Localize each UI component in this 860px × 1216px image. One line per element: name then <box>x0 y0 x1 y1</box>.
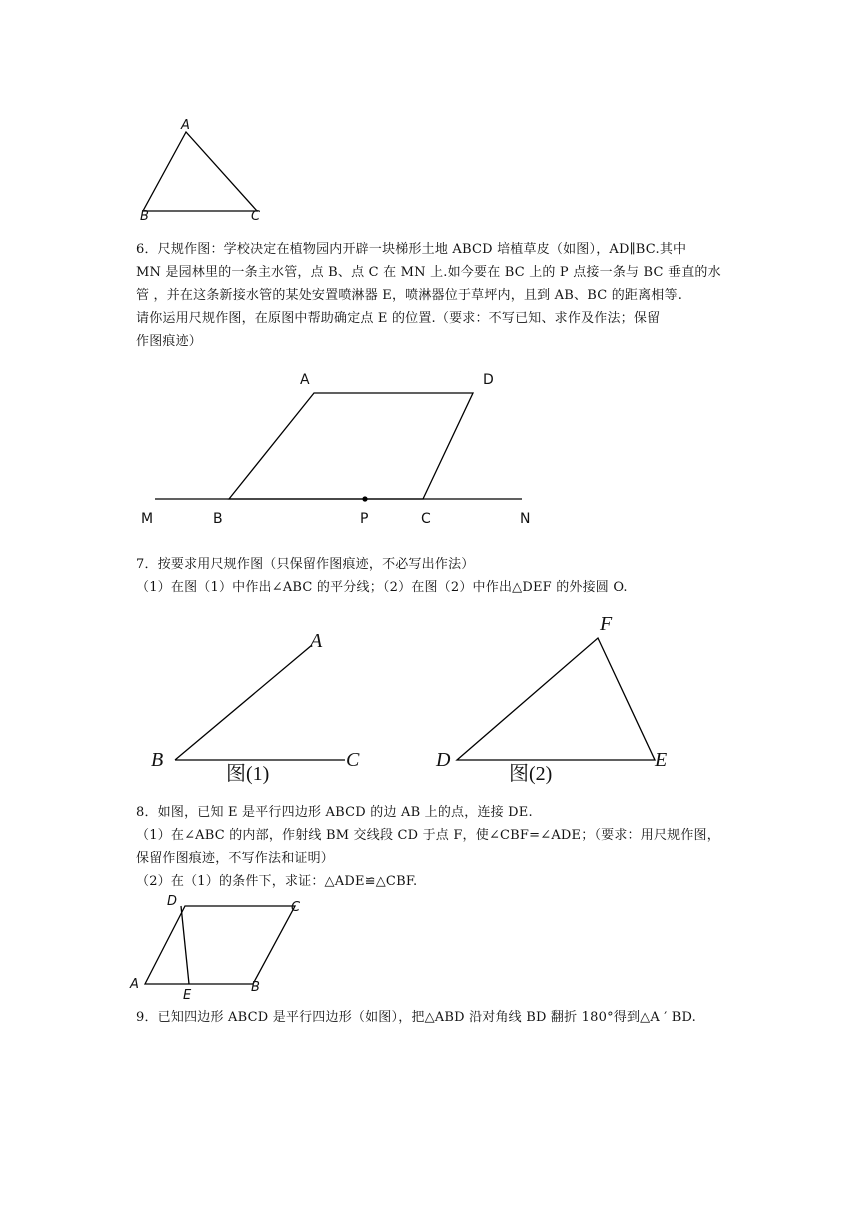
label-d: D <box>436 749 451 771</box>
label-c: C <box>251 209 261 224</box>
label-b: B <box>251 980 260 995</box>
trapezoid-abcd-figure <box>155 393 522 502</box>
question-9 <box>136 1006 726 1029</box>
label-d: D <box>483 372 494 388</box>
figure-1-caption: 图(1) <box>226 763 270 785</box>
label-a: A <box>310 630 323 652</box>
triangle-def-figure <box>457 638 655 760</box>
angle-abc-figure <box>175 645 345 760</box>
label-e: E <box>183 988 192 1003</box>
label-b: B <box>151 749 164 771</box>
question-8 <box>136 801 726 893</box>
label-e: E <box>655 749 668 771</box>
label-c: C <box>346 749 360 771</box>
question-8-line: 8．如图，已知 E 是平行四边形 ABCD 的边 AB 上的点，连接 DE. <box>136 805 533 820</box>
label-a: A <box>130 977 139 992</box>
label-a: A <box>181 118 190 133</box>
label-a: A <box>300 372 310 388</box>
label-b: B <box>213 511 223 527</box>
question-6-line: 6．尺规作图：学校决定在植物园内开辟一块梯形土地 ABCD 培植草皮（如图），AD∥BC.其中 <box>136 242 687 257</box>
label-p: P <box>360 511 369 527</box>
label-c: C <box>421 511 431 527</box>
label-m: M <box>141 511 154 527</box>
point-p <box>362 496 367 501</box>
segment-de <box>181 906 189 984</box>
question-6-line: 管 ，并在这条新接水管的某处安置喷淋器 E，喷淋器位于草坪内，且到 AB、BC 的距离相等. <box>136 288 683 303</box>
question-8-line: （2）在（1）的条件下，求证：△ADE≌△CBF. <box>136 874 418 889</box>
question-7-line: （1）在图（1）中作出∠ABC 的平分线；（2）在图（2）中作出△DEF 的外接圆 O. <box>136 580 628 595</box>
question-6-line: 请你运用尺规作图，在原图中帮助确定点 E 的位置.（要求：不写已知、求作及作法；保留 <box>136 311 661 326</box>
label-c: C <box>291 900 301 915</box>
question-7-line: 7．按要求用尺规作图（只保留作图痕迹，不必写出作法） <box>136 557 475 572</box>
question-8-line: （1）在∠ABC 的内部，作射线 BM 交线段 CD 于点 F，使∠CBF=∠ADE；（要求：用尺规作图， <box>136 828 720 843</box>
triangle-abc-figure <box>143 132 257 211</box>
question-6-line: MN 是园林里的一条主水管，点 B、点 C 在 MN 上.如今要在 BC 上的 P 点接一条与 BC 垂直的水 <box>136 265 721 280</box>
question-6 <box>136 238 726 353</box>
question-7 <box>136 553 726 599</box>
parallelogram-abcd-figure <box>145 906 295 984</box>
label-n: N <box>520 511 531 527</box>
question-8-line: 保留作图痕迹，不写作法和证明） <box>136 851 335 866</box>
label-f: F <box>600 613 613 635</box>
label-d: D <box>167 894 178 909</box>
label-b: B <box>140 209 149 224</box>
question-9-line: 9．已知四边形 ABCD 是平行四边形（如图），把△ABD 沿对角线 BD 翻折 180°得到△A ′ BD. <box>136 1010 697 1025</box>
figure-2-caption: 图(2) <box>509 763 553 785</box>
question-6-line: 作图痕迹） <box>136 334 203 349</box>
